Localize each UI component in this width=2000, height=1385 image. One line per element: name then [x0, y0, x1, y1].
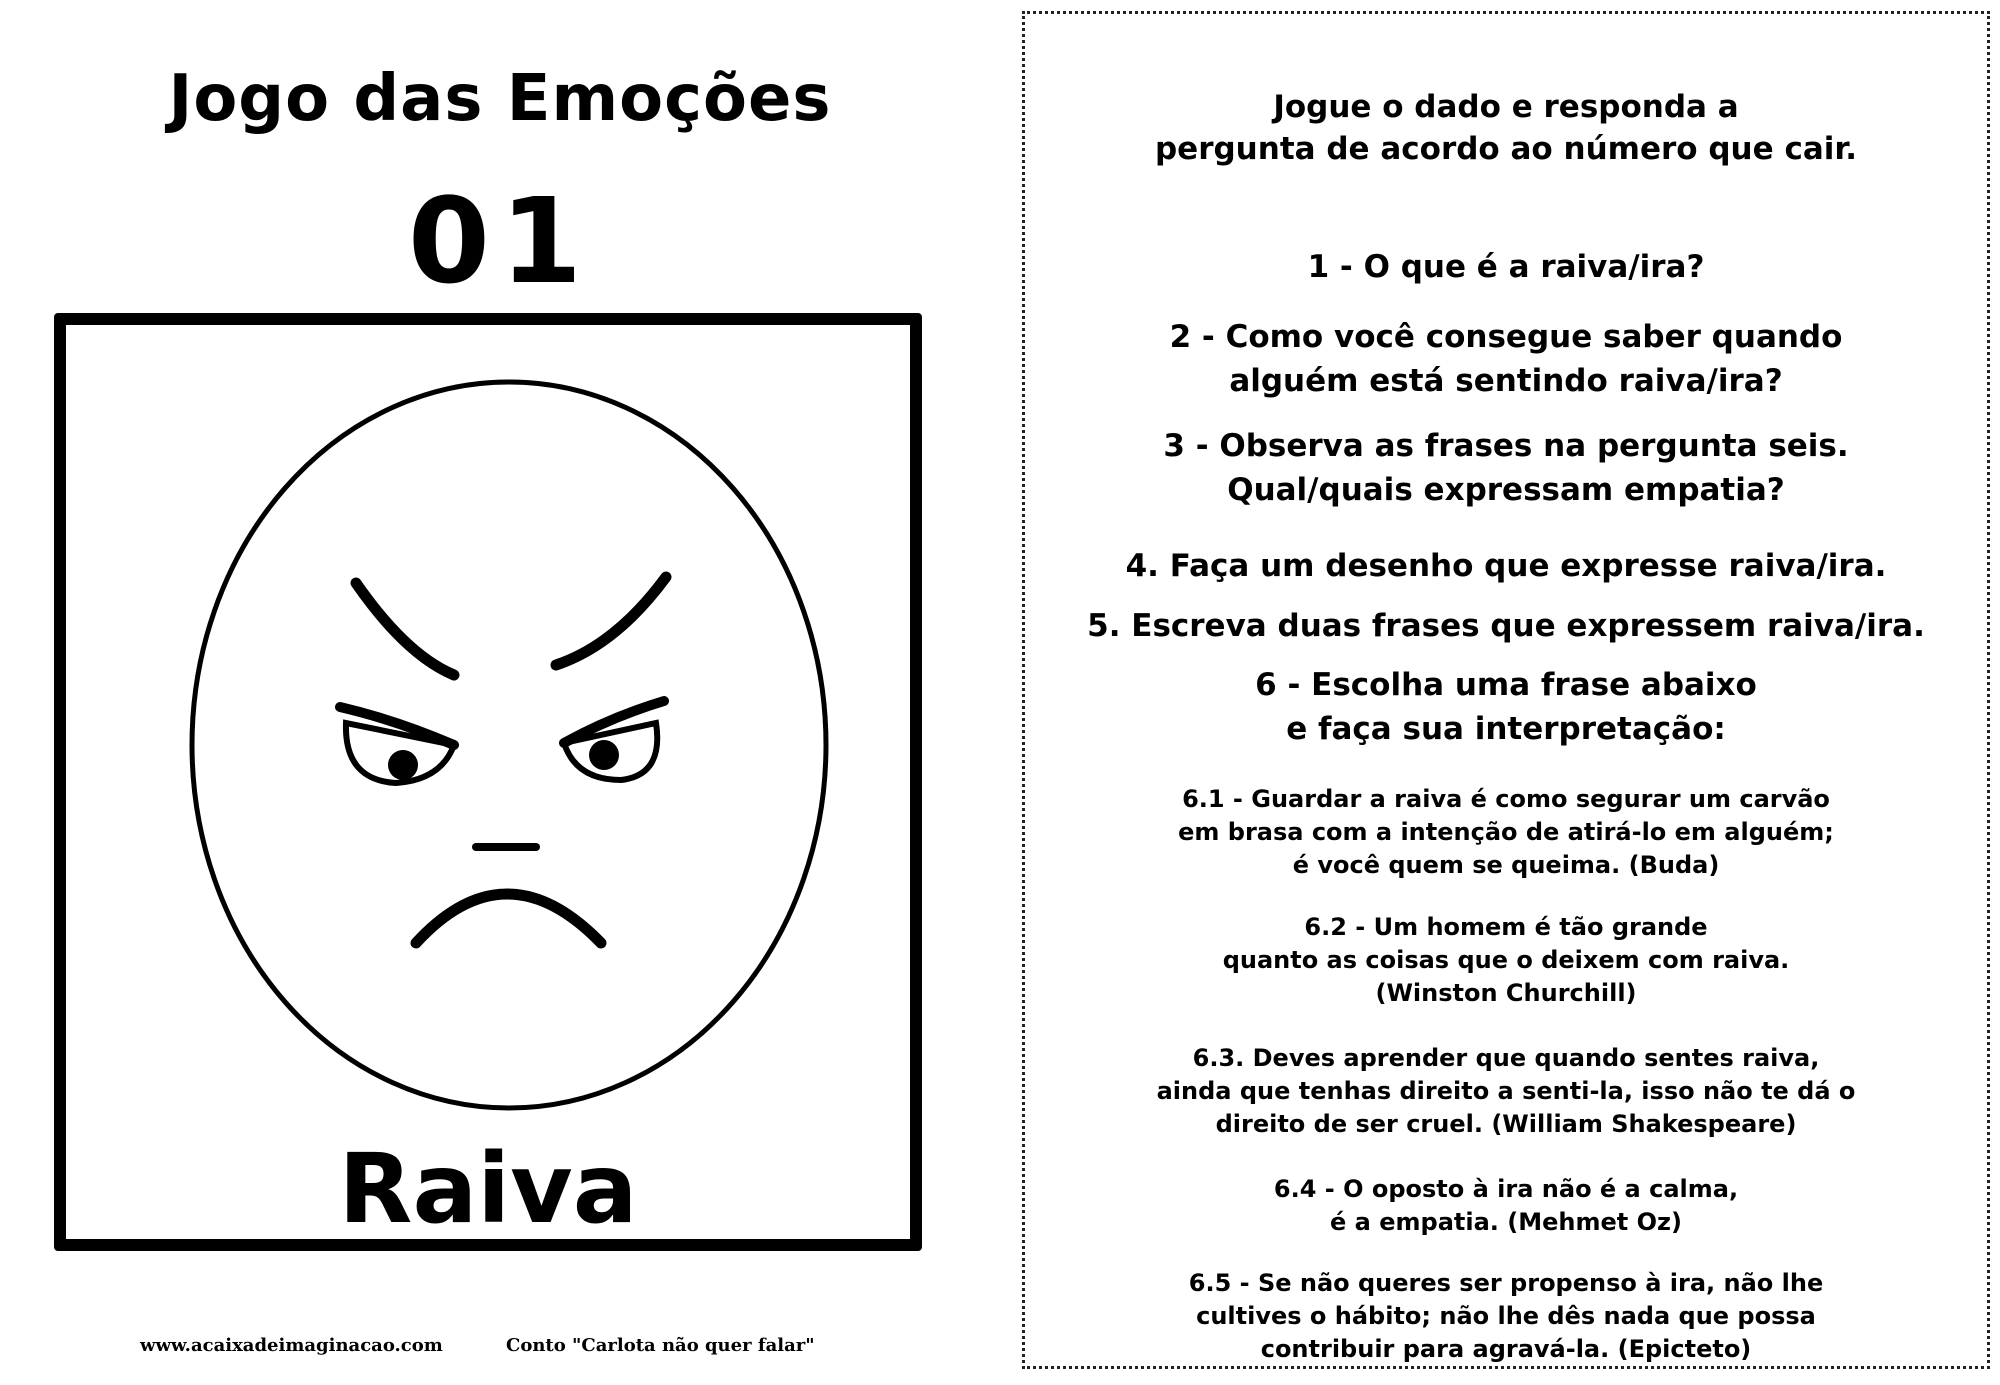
- left-eyebrow: [356, 583, 454, 675]
- question-line: Qual/quais expressam empatia?: [1227, 472, 1785, 508]
- quote-line: cultives o hábito; não lhe dês nada que possa: [1196, 1302, 1816, 1330]
- question-line: e faça sua interpretação:: [1286, 711, 1726, 747]
- quote-line: é a empatia. (Mehmet Oz): [1330, 1208, 1682, 1236]
- quote-line: em brasa com a intenção de atirá-lo em alguém;: [1178, 818, 1834, 846]
- instructions: [1025, 86, 1987, 170]
- left-pupil: [388, 750, 418, 780]
- questions-card: [1022, 11, 1990, 1369]
- footer-story: Conto "Carlota não quer falar": [506, 1335, 815, 1356]
- instructions-line: pergunta de acordo ao número que cair.: [1154, 131, 1858, 167]
- question-line: 4. Faça um desenho que expresse raiva/ira.: [1125, 548, 1887, 584]
- mouth: [416, 894, 601, 943]
- question-line: 2 - Como você consegue saber quando: [1169, 319, 1843, 355]
- question-1: [1025, 245, 1987, 289]
- quote-6-2: [1025, 911, 1987, 1010]
- quote-line: 6.5 - Se não queres ser propenso à ira, não lhe: [1188, 1269, 1824, 1297]
- quote-line: 6.4 - O oposto à ira não é a calma,: [1273, 1175, 1739, 1203]
- card-number: 01: [407, 172, 593, 310]
- quote-line: 6.1 - Guardar a raiva é como segurar um carvão: [1182, 785, 1830, 813]
- quote-line: (Winston Churchill): [1375, 979, 1637, 1007]
- right-eyebrow: [556, 577, 666, 665]
- quote-line: quanto as coisas que o deixem com raiva.: [1222, 946, 1790, 974]
- angry-face-icon: [66, 325, 910, 1239]
- question-3: [1025, 424, 1987, 512]
- question-line: 6 - Escolha uma frase abaixo: [1255, 667, 1757, 703]
- quote-line: é você quem se queima. (Buda): [1292, 851, 1720, 879]
- question-6: [1025, 663, 1987, 751]
- question-2: [1025, 315, 1987, 403]
- quote-6-1: [1025, 783, 1987, 882]
- quote-6-4: [1025, 1173, 1987, 1239]
- right-pupil: [589, 740, 619, 770]
- quote-6-5: [1025, 1267, 1987, 1366]
- quote-line: ainda que tenhas direito a senti-la, isso não te dá o: [1156, 1077, 1856, 1105]
- face-frame: [54, 313, 922, 1251]
- face-outline: [192, 382, 826, 1108]
- emotion-label: Raiva: [338, 1133, 638, 1245]
- footer-website: www.acaixadeimaginacao.com: [140, 1335, 443, 1356]
- quote-line: 6.2 - Um homem é tão grande: [1304, 913, 1708, 941]
- quote-line: 6.3. Deves aprender que quando sentes raiva,: [1192, 1044, 1820, 1072]
- question-4: [1025, 544, 1987, 588]
- question-line: 1 - O que é a raiva/ira?: [1307, 249, 1705, 285]
- question-line: alguém está sentindo raiva/ira?: [1229, 363, 1783, 399]
- quote-line: contribuir para agravá-la. (Epicteto): [1260, 1335, 1752, 1363]
- quote-line: direito de ser cruel. (William Shakespeare): [1215, 1110, 1797, 1138]
- instructions-line: Jogue o dado e responda a: [1273, 89, 1739, 125]
- question-line: 3 - Observa as frases na pergunta seis.: [1163, 428, 1849, 464]
- question-5: [1025, 604, 1987, 648]
- question-line: 5. Escreva duas frases que expressem raiva/ira.: [1087, 608, 1925, 644]
- quote-6-3: [1025, 1042, 1987, 1141]
- game-title: Jogo das Emoções: [168, 62, 832, 136]
